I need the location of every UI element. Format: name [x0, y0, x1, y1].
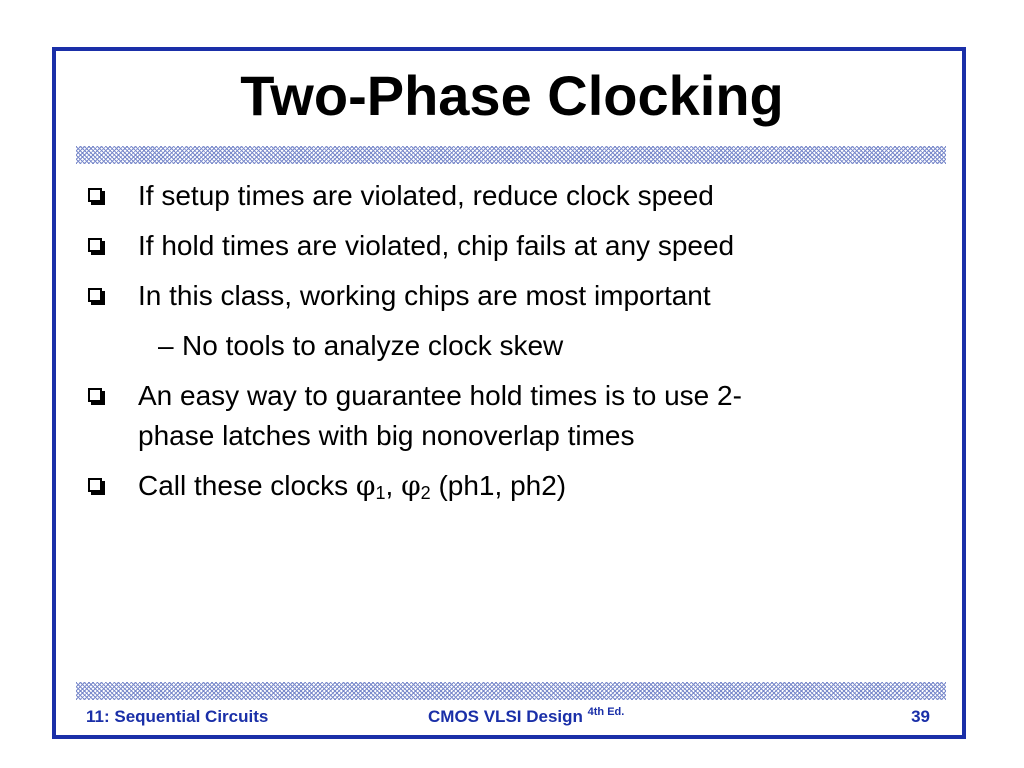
page-number: 39: [911, 707, 930, 726]
sub-bullet-text: No tools to analyze clock skew: [182, 330, 564, 361]
bullet-text: If hold times are violated, chip fails at any speed: [138, 230, 735, 261]
sub-bullet-item: [84, 326, 934, 366]
bullet-text: [138, 470, 566, 501]
footer-chapter: 11: Sequential Circuits: [86, 707, 269, 726]
edition-label: 4th Ed.: [587, 706, 625, 718]
bullet-item: [84, 226, 934, 266]
slide-title: Two-Phase Clocking: [240, 64, 784, 127]
square-bullet-icon: [88, 288, 102, 302]
bullet-text-line-2: phase latches with big nonoverlap times: [138, 420, 635, 451]
bullet-item: [84, 376, 934, 456]
bullet-list: [84, 176, 934, 516]
comma-separator: ,: [385, 470, 402, 501]
square-bullet-icon: [88, 188, 102, 202]
phi-subscript-1: 1: [375, 483, 386, 503]
phi-symbol: φ: [355, 469, 376, 502]
phi-symbol: φ: [401, 469, 421, 502]
bullet-text: In this class, working chips are most important: [138, 280, 711, 311]
top-divider: [76, 146, 946, 164]
bullet-suffix: (ph1, ph2): [430, 470, 567, 501]
bullet-item: [84, 466, 934, 506]
bottom-divider: [76, 682, 946, 700]
bullet-item: [84, 176, 934, 216]
phi-subscript-2: 2: [420, 483, 431, 503]
square-bullet-icon: [88, 388, 102, 402]
bullet-text: If setup times are violated, reduce clock speed: [138, 180, 714, 211]
square-bullet-icon: [88, 478, 102, 492]
bullet-item: [84, 276, 934, 316]
bullet-text-line-1: An easy way to guarantee hold times is to use 2-: [138, 380, 742, 411]
square-bullet-icon: [88, 238, 102, 252]
book-title: CMOS VLSI Design: [428, 707, 583, 726]
dash-marker: –: [158, 330, 174, 361]
bullet-prefix: Call these clocks: [138, 470, 356, 501]
footer-book-title: [428, 707, 624, 727]
